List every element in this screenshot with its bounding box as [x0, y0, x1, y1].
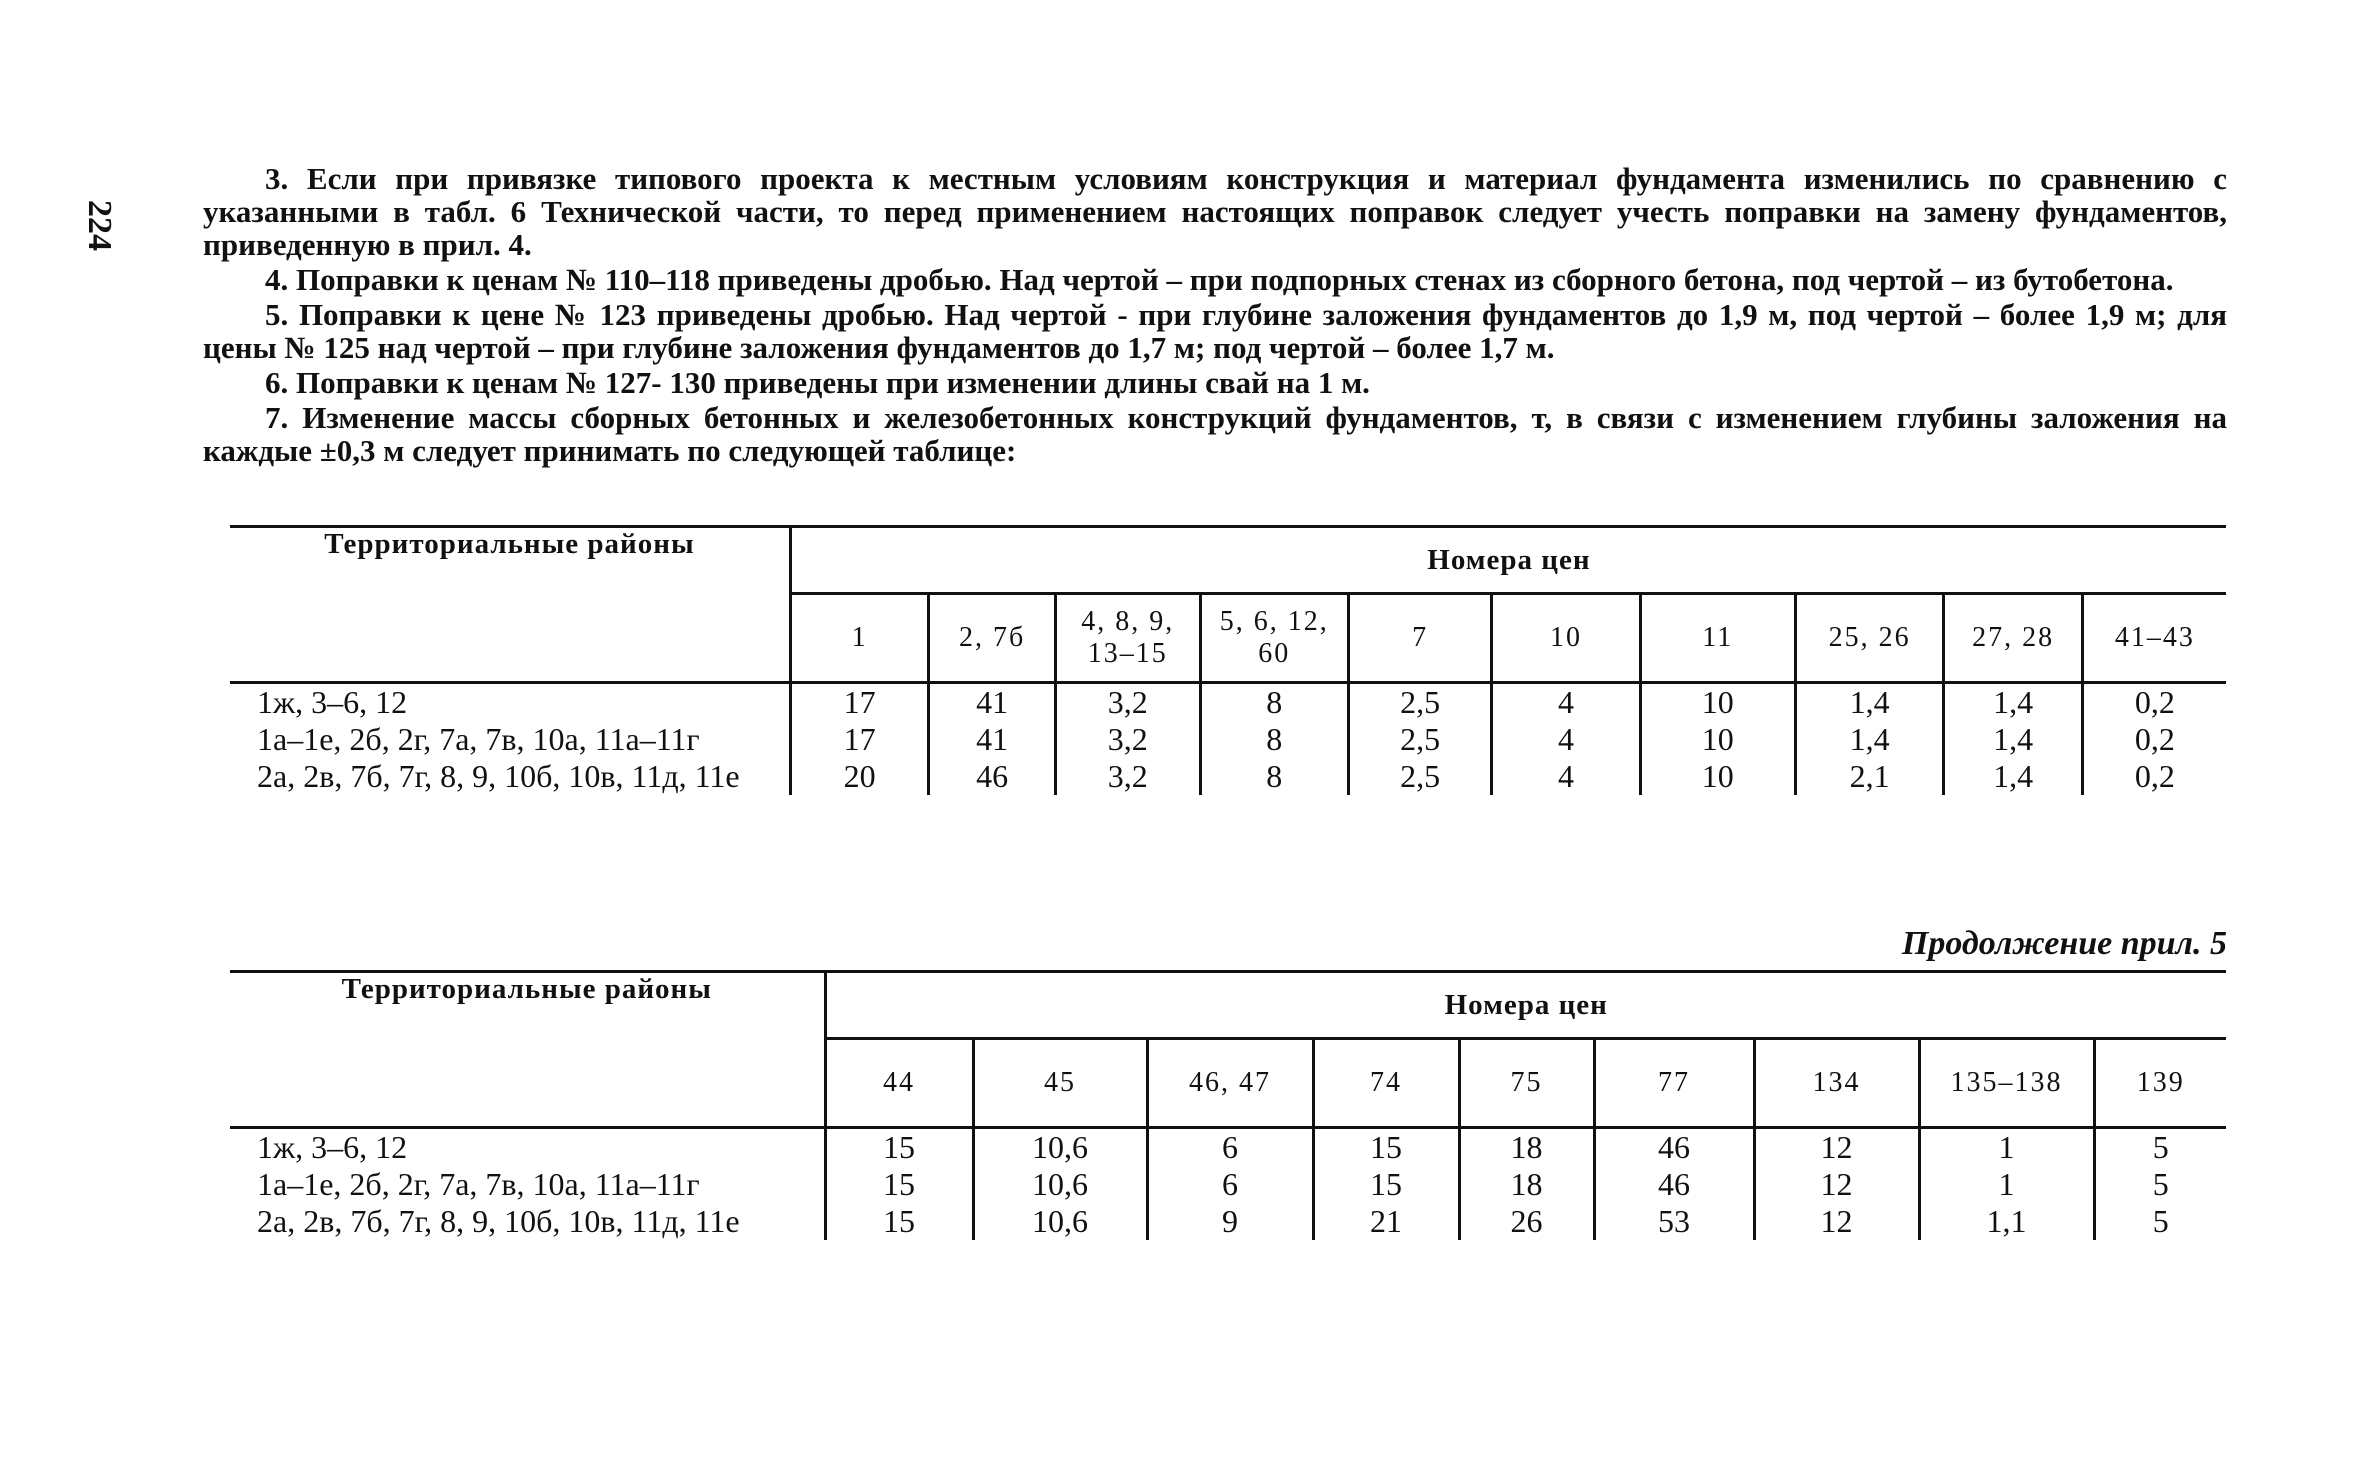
cell: 5: [2094, 1166, 2226, 1203]
paragraph-6: 6. Поправки к ценам № 127- 130 приведены при изменении длины свай на 1 м.: [265, 365, 1370, 400]
cell: 10,6: [973, 1203, 1147, 1240]
table-1-col-header: 25, 26: [1795, 594, 1943, 683]
table-2-col-header: 139: [2094, 1039, 2226, 1128]
table-2-col-header: 46, 47: [1147, 1039, 1313, 1128]
cell: 0,2: [2082, 721, 2226, 758]
table-2-col-header: 45: [973, 1039, 1147, 1128]
table-row: [230, 1203, 2226, 1240]
continuation-caption: Продолжение прил. 5: [1901, 925, 2227, 962]
paragraph-3: 3. Если при привязке типового проекта к местным условиям конструкция и материал фундамента изменились по сравнению с указанными в табл. 6 Технической части, то перед применением настоящих поправок следует учесть поправки на замену фундаментов, приведенную в прил. 4.: [203, 161, 2227, 262]
cell: 2,5: [1348, 721, 1491, 758]
cell: 17: [790, 683, 928, 722]
table-2-col-header: 77: [1594, 1039, 1754, 1128]
cell: 10,6: [973, 1128, 1147, 1167]
table-2-prices-header: Номера цен: [825, 972, 2226, 1039]
cell: 3,2: [1055, 683, 1200, 722]
table-2-col-header: 75: [1459, 1039, 1594, 1128]
cell: 0,2: [2082, 758, 2226, 795]
table-2-region-header: Территориальные районы: [230, 972, 825, 1128]
paragraph-4: 4. Поправки к ценам № 110–118 приведены дробью. Над чертой – при подпорных стенах из сборного бетона, под чертой – из бутобетона.: [265, 262, 2174, 297]
cell: 15: [1313, 1128, 1459, 1167]
table-1-col-header: 27, 28: [1944, 594, 2083, 683]
table-1-col-header: 2, 7б: [929, 594, 1056, 683]
table-row: [230, 1128, 2226, 1167]
cell: 2,1: [1795, 758, 1943, 795]
table-row: [230, 721, 2226, 758]
row-region: 1а–1е, 2б, 2г, 7а, 7в, 10а, 11а–11г: [257, 1166, 700, 1202]
table-1-col-header: 1: [790, 594, 928, 683]
cell: 1,4: [1795, 721, 1943, 758]
cell: 17: [790, 721, 928, 758]
table-1-col-header: 7: [1348, 594, 1491, 683]
table-1-col-header: 4, 8, 9, 13–15: [1055, 594, 1200, 683]
instruction-paragraphs: [203, 162, 2227, 469]
row-region: 1а–1е, 2б, 2г, 7а, 7в, 10а, 11а–11г: [257, 721, 700, 757]
table-1-prices-header: Номера цен: [790, 527, 2226, 594]
cell: 5: [2094, 1203, 2226, 1240]
table-row: [230, 758, 2226, 795]
cell: 10: [1640, 683, 1795, 722]
table-1-col-header: 10: [1492, 594, 1640, 683]
cell: 4: [1492, 758, 1640, 795]
cell: 26: [1459, 1203, 1594, 1240]
cell: 18: [1459, 1166, 1594, 1203]
cell: 15: [825, 1166, 973, 1203]
cell: 15: [825, 1128, 973, 1167]
row-region: 2а, 2в, 7б, 7г, 8, 9, 10б, 10в, 11д, 11е: [257, 1203, 740, 1239]
cell: 8: [1200, 721, 1348, 758]
cell: 1: [1919, 1166, 2094, 1203]
table-2-col-header: 74: [1313, 1039, 1459, 1128]
table-row: [230, 683, 2226, 722]
cell: 12: [1754, 1128, 1919, 1167]
cell: 8: [1200, 758, 1348, 795]
cell: 15: [825, 1203, 973, 1240]
cell: 2,5: [1348, 758, 1491, 795]
table-1-col-header: 11: [1640, 594, 1795, 683]
table-2-col-header: 135–138: [1919, 1039, 2094, 1128]
table-1: [230, 525, 2226, 795]
table-1-col-header: 5, 6, 12, 60: [1200, 594, 1348, 683]
cell: 15: [1313, 1166, 1459, 1203]
cell: 53: [1594, 1203, 1754, 1240]
cell: 20: [790, 758, 928, 795]
table-1-region-header: Территориальные районы: [230, 527, 790, 683]
cell: 12: [1754, 1166, 1919, 1203]
cell: 3,2: [1055, 758, 1200, 795]
cell: 4: [1492, 683, 1640, 722]
cell: 41: [929, 683, 1056, 722]
paragraph-7: 7. Изменение массы сборных бетонных и железобетонных конструкций фундаментов, т, в связи с изменением глубины заложения на каждые ±0,3 м следует принимать по следующей таблице:: [203, 400, 2227, 468]
cell: 1,4: [1944, 758, 2083, 795]
row-region: 2а, 2в, 7б, 7г, 8, 9, 10б, 10в, 11д, 11е: [257, 758, 740, 794]
table-row: [230, 1166, 2226, 1203]
cell: 3,2: [1055, 721, 1200, 758]
cell: 46: [1594, 1166, 1754, 1203]
cell: 6: [1147, 1166, 1313, 1203]
cell: 12: [1754, 1203, 1919, 1240]
paragraph-5: 5. Поправки к цене № 123 приведены дробью. Над чертой - при глубине заложения фундаментов до 1,9 м, под чертой – более 1,9 м; для цены № 125 над чертой – при глубине заложения фундаментов до 1,7 м; под чертой – более 1,7 м.: [203, 297, 2227, 365]
cell: 1,4: [1944, 721, 2083, 758]
row-region: 1ж, 3–6, 12: [257, 1129, 408, 1165]
table-2-col-header: 134: [1754, 1039, 1919, 1128]
cell: 8: [1200, 683, 1348, 722]
cell: 2,5: [1348, 683, 1491, 722]
cell: 41: [929, 721, 1056, 758]
table-2: [230, 970, 2226, 1240]
table-1-col-header: 41–43: [2082, 594, 2226, 683]
page-number: 224: [81, 200, 118, 251]
cell: 1,1: [1919, 1203, 2094, 1240]
cell: 21: [1313, 1203, 1459, 1240]
cell: 46: [929, 758, 1056, 795]
cell: 0,2: [2082, 683, 2226, 722]
table-2-col-header: 44: [825, 1039, 973, 1128]
cell: 6: [1147, 1128, 1313, 1167]
cell: 1,4: [1795, 683, 1943, 722]
cell: 10,6: [973, 1166, 1147, 1203]
row-region: 1ж, 3–6, 12: [257, 684, 408, 720]
cell: 5: [2094, 1128, 2226, 1167]
cell: 1,4: [1944, 683, 2083, 722]
cell: 10: [1640, 758, 1795, 795]
cell: 1: [1919, 1128, 2094, 1167]
cell: 4: [1492, 721, 1640, 758]
cell: 46: [1594, 1128, 1754, 1167]
cell: 9: [1147, 1203, 1313, 1240]
cell: 18: [1459, 1128, 1594, 1167]
cell: 10: [1640, 721, 1795, 758]
